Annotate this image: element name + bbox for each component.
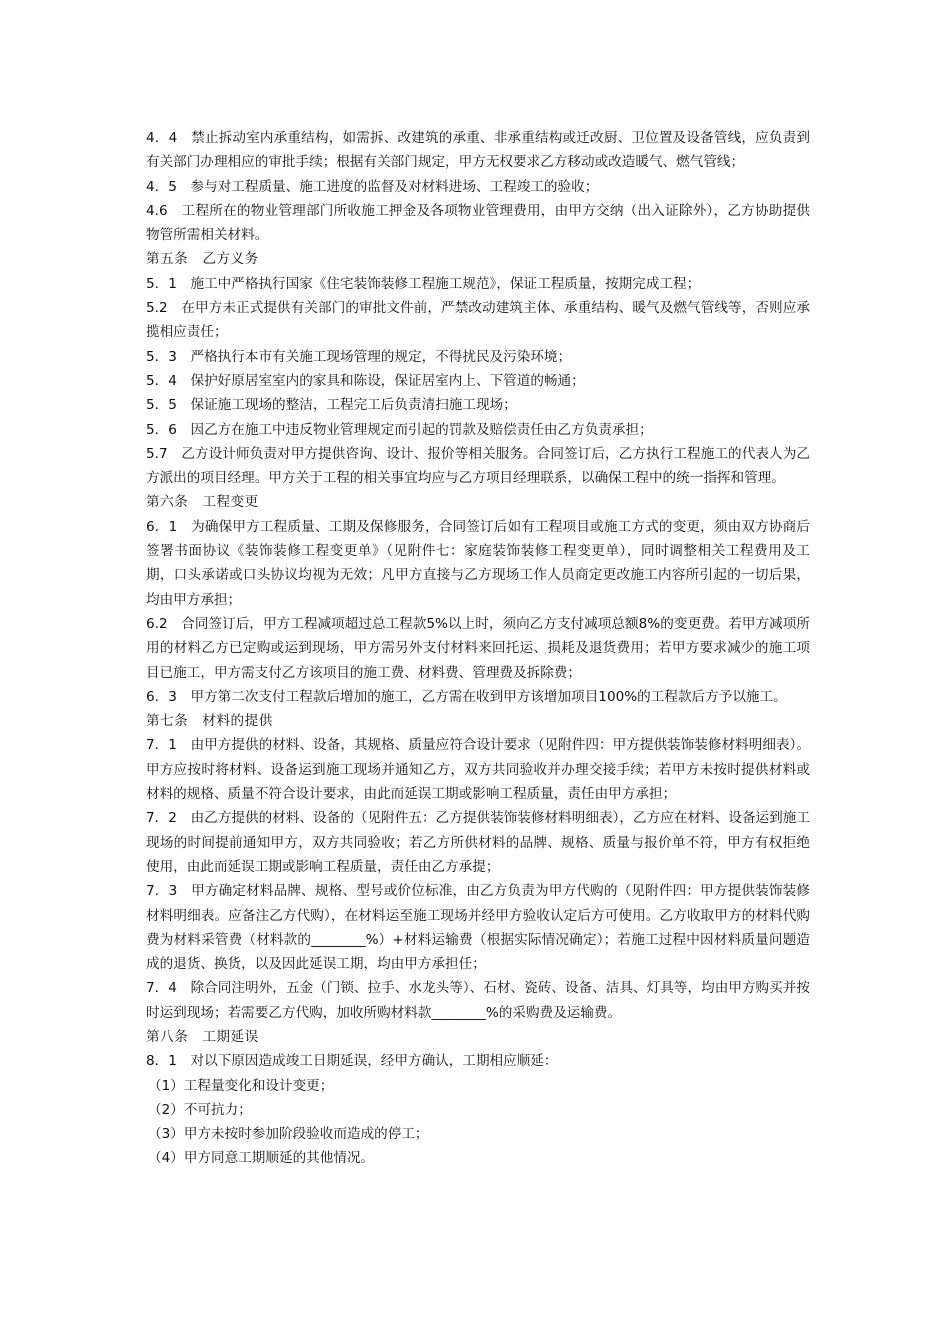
clause-7-3: 7．3 甲方确定材料品牌、规格、型号或价位标准，由乙方负责为甲方代购的（见附件四：甲方提供装饰装修材料明细表。应备注乙方代购），在材料运至施工现场并经甲方验收认定后方可使用。乙方收取甲方的材料代购费为材料采管费（材料款的________%）+材料运输费（根据实际情况确定）；若施工过程中因材料质量问题造成的退货、换货，以及因此延误工期，均由甲方承担任； xyxy=(146,883,810,973)
clause-5-2: 5.2 在甲方未正式提供有关部门的审批文件前，严禁改动建筑主体、承重结构、暖气及燃气管线等，否则应承揽相应责任； xyxy=(146,300,810,341)
clause-7-4: 7．4 除合同注明外，五金（门锁、拉手、水龙头等）、石材、瓷砖、设备、洁具、灯具等，均由甲方购买并按时运到现场；若需要乙方代购，加收所购材料款________%的采购费及运输费。 xyxy=(146,980,810,1021)
clause-5-6: 5．6 因乙方在施工中违反物业管理规定而引起的罚款及赔偿责任由乙方负责承担； xyxy=(146,421,653,438)
clause-7-1: 7．1 由甲方提供的材料、设备，其规格、质量应符合设计要求（见附件四：甲方提供装饰装修材料明细表）。甲方应按时将材料、设备运到施工现场并通知乙方，双方共同验收并办理交接手续；若甲方未按时提供材料或材料的规格、质量不符合设计要求，由此而延误工期或影响工程质量，责任由甲方承担； xyxy=(146,737,810,803)
clause-8-1: 8．1 对以下原因造成竣工日期延误，经甲方确认，工期相应顺延： xyxy=(146,1053,558,1070)
article-6-heading: 第六条 工程变更 xyxy=(146,494,259,511)
clause-5-4: 5．4 保护好原居室室内的家具和陈设，保证居室内上、下管道的畅通； xyxy=(146,372,585,389)
article-5-heading: 第五条 乙方义务 xyxy=(146,251,259,268)
clause-5-1: 5．1 施工中严格执行国家《住宅装饰装修工程施工规范》，保证工程质量，按期完成工程； xyxy=(146,275,701,292)
article-7-heading: 第七条 材料的提供 xyxy=(146,713,273,730)
clause-4-4: 4．4 禁止拆动室内承重结构，如需拆、改建筑的承重、非承重结构或迁改厨、卫位置及设备管线，应负责到有关部门办理相应的审批手续；根据有关部门规定，甲方无权要求乙方移动或改造暖气、燃气管线； xyxy=(146,130,810,171)
clause-5-3: 5．3 严格执行本市有关施工现场管理的规定，不得扰民及污染环境； xyxy=(146,348,572,365)
clause-6-1: 6．1 为确保甲方工程质量、工期及保修服务，合同签订后如有工程项目或施工方式的变更，须由双方协商后签署书面协议《装饰装修工程变更单》（见附件七：家庭装饰装修工程变更单），同时调整相关工程费用及工期，口头承诺或口头协议均视为无效；凡甲方直接与乙方现场工作人员商定更改施工内容所引起的一切后果，均由甲方承担； xyxy=(146,518,810,608)
clause-4-6: 4.6 工程所在的物业管理部门所收施工押金及各项物业管理费用，由甲方交纳（出入证除外），乙方协助提供物管所需相关材料。 xyxy=(146,202,810,244)
clause-5-5: 5．5 保证施工现场的整洁，工程完工后负责清扫施工现场； xyxy=(146,397,517,414)
clause-8-1-item-2: （2）不可抗力； xyxy=(148,1101,252,1118)
clause-6-2: 6.2 合同签订后，甲方工程减项超过总工程款5%以上时，须向乙方支付减项总额8%的变更费。若甲方减项所用的材料乙方已定购或运到现场，甲方需另外支付材料来回托运、损耗及退货费用；若甲方要求减少的施工项目已施工，甲方需支付乙方该项目的施工费、材料费、管理费及拆除费； xyxy=(146,615,810,681)
clause-5-7: 5.7 乙方设计师负责对甲方提供咨询、设计、报价等相关服务。合同签订后，乙方执行工程施工的代表人为乙方派出的项目经理。甲方关于工程的相关事宜均应与乙方项目经理联系，以确保工程中的统一指挥和管理。 xyxy=(146,445,810,487)
document-page xyxy=(146,126,810,1171)
clause-6-3: 6．3 甲方第二次支付工程款后增加的施工，乙方需在收到甲方该增加项目100%的工程款后方予以施工。 xyxy=(146,688,787,705)
article-8-heading: 第八条 工期延误 xyxy=(146,1028,259,1045)
clause-8-1-item-4: （4）甲方同意工期顺延的其他情况。 xyxy=(148,1150,375,1167)
clause-8-1-item-1: （1）工程量变化和设计变更； xyxy=(148,1077,334,1094)
clause-4-5: 4．5 参与对工程质量、施工进度的监督及对材料进场、工程竣工的验收； xyxy=(146,178,599,195)
clause-7-2: 7．2 由乙方提供的材料、设备的（见附件五：乙方提供装饰装修材料明细表），乙方应在材料、设备运到施工现场的时间提前通知甲方，双方共同验收；若乙方所供材料的品牌、规格、质量与报价单不符，甲方有权拒绝使用，由此而延误工期或影响工程质量，责任由乙方承提； xyxy=(146,810,810,875)
clause-8-1-item-3: （3）甲方未按时参加阶段验收而造成的停工； xyxy=(148,1126,429,1143)
